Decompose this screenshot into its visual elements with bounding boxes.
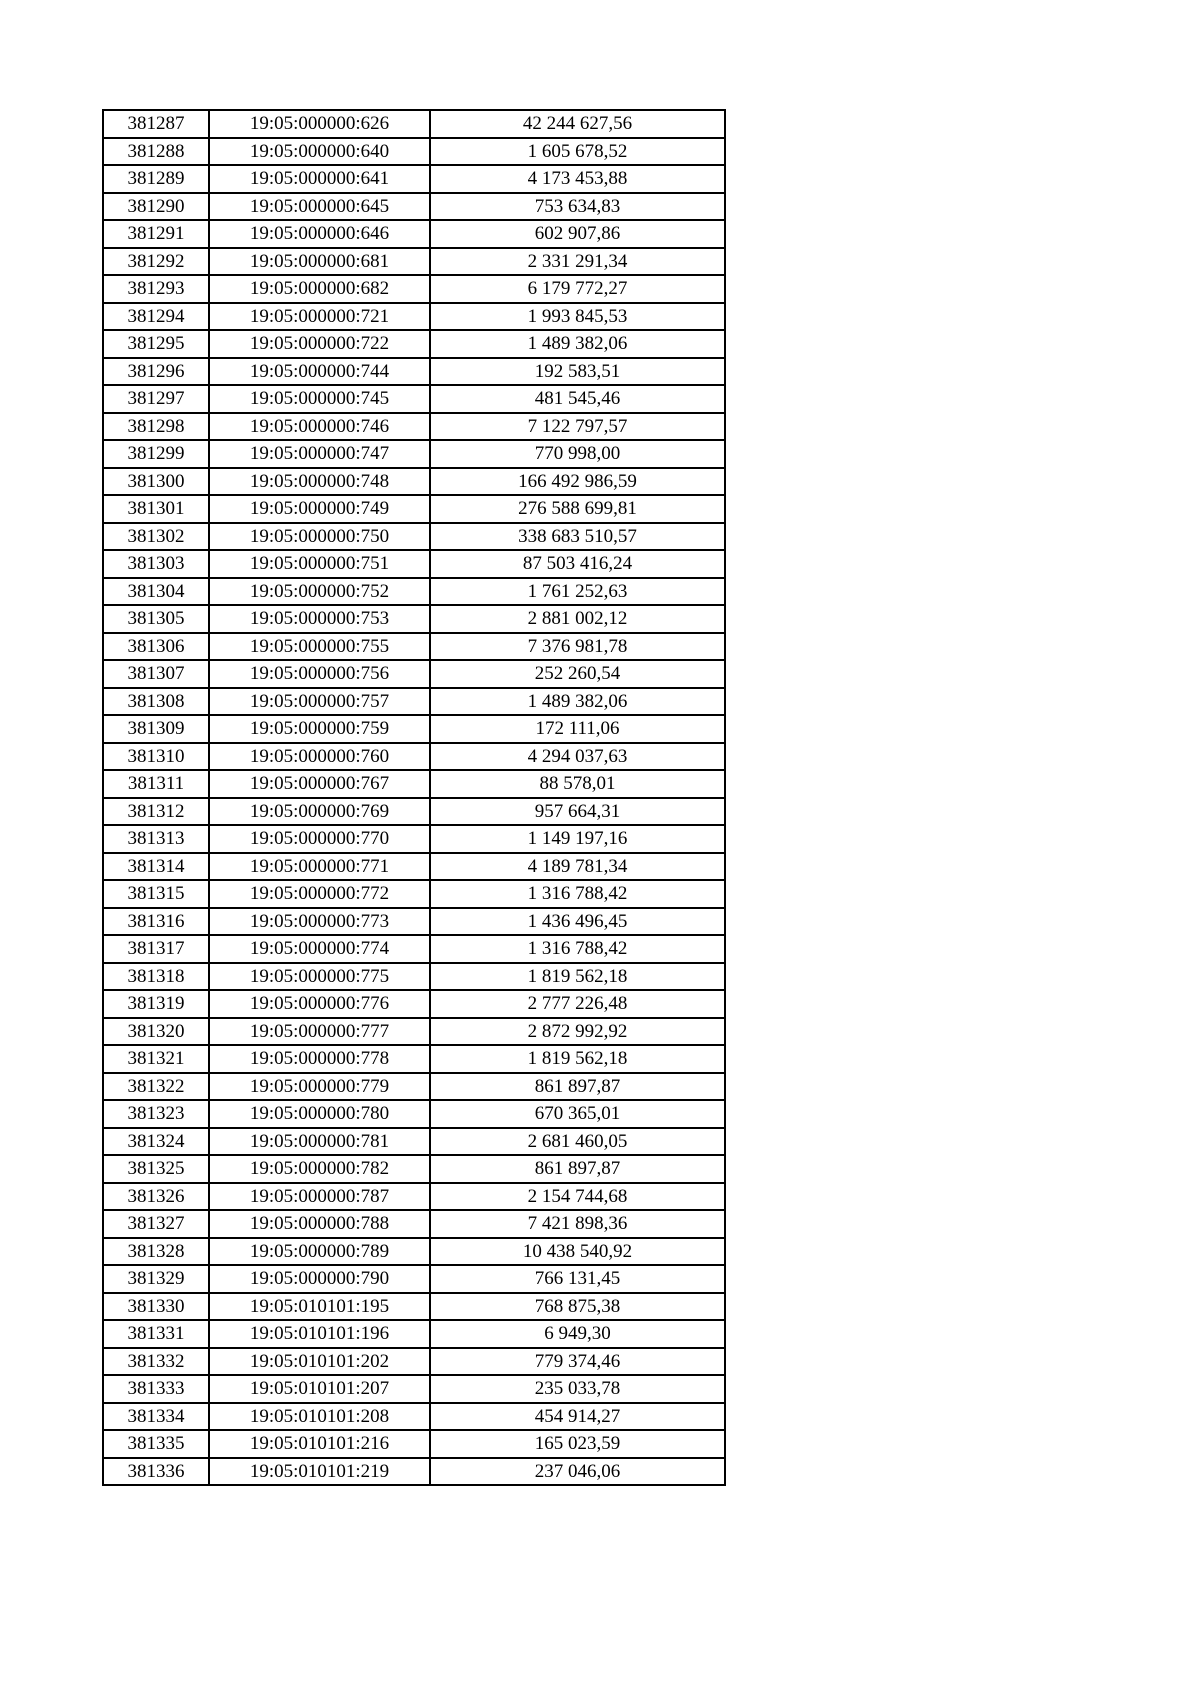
table-row [103,853,725,881]
cadastral-value-cell: 768 875,38 [430,1293,725,1321]
row-number-cell: 381327 [103,1210,209,1238]
row-number-cell: 381307 [103,660,209,688]
row-number-cell: 381300 [103,468,209,496]
row-number-cell: 381313 [103,825,209,853]
row-number-cell: 381316 [103,908,209,936]
table-row [103,275,725,303]
table-row [103,1430,725,1458]
table-row [103,990,725,1018]
row-number-cell: 381299 [103,440,209,468]
cadastral-number-cell: 19:05:000000:751 [209,550,430,578]
row-number-cell: 381308 [103,688,209,716]
cadastral-value-cell: 192 583,51 [430,358,725,386]
row-number-cell: 381324 [103,1128,209,1156]
cadastral-value-cell: 861 897,87 [430,1073,725,1101]
cadastral-value-cell: 235 033,78 [430,1375,725,1403]
cadastral-value-cell: 1 316 788,42 [430,935,725,963]
row-number-cell: 381314 [103,853,209,881]
cadastral-value-cell: 88 578,01 [430,770,725,798]
cadastral-number-cell: 19:05:000000:790 [209,1265,430,1293]
cadastral-value-table [102,109,726,1486]
cadastral-number-cell: 19:05:000000:778 [209,1045,430,1073]
cadastral-value-cell: 861 897,87 [430,1155,725,1183]
cadastral-number-cell: 19:05:000000:759 [209,715,430,743]
table-row [103,715,725,743]
row-number-cell: 381296 [103,358,209,386]
cadastral-value-cell: 1 761 252,63 [430,578,725,606]
table-row [103,1238,725,1266]
table-row [103,1293,725,1321]
row-number-cell: 381309 [103,715,209,743]
row-number-cell: 381288 [103,138,209,166]
table-row [103,468,725,496]
table-row [103,248,725,276]
row-number-cell: 381312 [103,798,209,826]
row-number-cell: 381290 [103,193,209,221]
cadastral-number-cell: 19:05:010101:219 [209,1458,430,1486]
cadastral-number-cell: 19:05:000000:760 [209,743,430,771]
cadastral-value-cell: 481 545,46 [430,385,725,413]
table-row [103,440,725,468]
cadastral-value-cell: 172 111,06 [430,715,725,743]
cadastral-value-cell: 166 492 986,59 [430,468,725,496]
cadastral-number-cell: 19:05:010101:216 [209,1430,430,1458]
cadastral-number-cell: 19:05:000000:682 [209,275,430,303]
row-number-cell: 381328 [103,1238,209,1266]
table-row [103,578,725,606]
cadastral-value-cell: 338 683 510,57 [430,523,725,551]
row-number-cell: 381295 [103,330,209,358]
cadastral-number-cell: 19:05:000000:755 [209,633,430,661]
row-number-cell: 381301 [103,495,209,523]
cadastral-value-cell: 87 503 416,24 [430,550,725,578]
cadastral-number-cell: 19:05:010101:207 [209,1375,430,1403]
cadastral-number-cell: 19:05:000000:775 [209,963,430,991]
table-row [103,880,725,908]
cadastral-number-cell: 19:05:000000:747 [209,440,430,468]
cadastral-value-cell: 454 914,27 [430,1403,725,1431]
table-row [103,633,725,661]
table-row [103,825,725,853]
row-number-cell: 381289 [103,165,209,193]
cadastral-value-cell: 2 872 992,92 [430,1018,725,1046]
cadastral-value-cell: 1 436 496,45 [430,908,725,936]
cadastral-value-cell: 1 316 788,42 [430,880,725,908]
table-row [103,770,725,798]
cadastral-number-cell: 19:05:000000:774 [209,935,430,963]
cadastral-value-cell: 2 154 744,68 [430,1183,725,1211]
cadastral-value-cell: 766 131,45 [430,1265,725,1293]
table-row [103,1320,725,1348]
row-number-cell: 381311 [103,770,209,798]
cadastral-value-cell: 2 777 226,48 [430,990,725,1018]
row-number-cell: 381310 [103,743,209,771]
table-row [103,605,725,633]
row-number-cell: 381292 [103,248,209,276]
cadastral-value-cell: 2 331 291,34 [430,248,725,276]
cadastral-value-cell: 42 244 627,56 [430,110,725,138]
row-number-cell: 381287 [103,110,209,138]
row-number-cell: 381330 [103,1293,209,1321]
cadastral-value-cell: 753 634,83 [430,193,725,221]
row-number-cell: 381335 [103,1430,209,1458]
cadastral-number-cell: 19:05:000000:641 [209,165,430,193]
cadastral-number-cell: 19:05:000000:769 [209,798,430,826]
cadastral-value-cell: 165 023,59 [430,1430,725,1458]
cadastral-value-cell: 6 949,30 [430,1320,725,1348]
row-number-cell: 381320 [103,1018,209,1046]
cadastral-value-cell: 670 365,01 [430,1100,725,1128]
cadastral-number-cell: 19:05:000000:773 [209,908,430,936]
cadastral-value-cell: 4 189 781,34 [430,853,725,881]
cadastral-number-cell: 19:05:000000:757 [209,688,430,716]
cadastral-number-cell: 19:05:000000:626 [209,110,430,138]
table-row [103,908,725,936]
cadastral-number-cell: 19:05:000000:770 [209,825,430,853]
cadastral-value-cell: 276 588 699,81 [430,495,725,523]
table-row [103,688,725,716]
row-number-cell: 381331 [103,1320,209,1348]
cadastral-number-cell: 19:05:000000:721 [209,303,430,331]
row-number-cell: 381334 [103,1403,209,1431]
table-row [103,110,725,138]
cadastral-number-cell: 19:05:000000:767 [209,770,430,798]
row-number-cell: 381321 [103,1045,209,1073]
row-number-cell: 381305 [103,605,209,633]
cadastral-value-cell: 2 681 460,05 [430,1128,725,1156]
table-row [103,413,725,441]
cadastral-value-cell: 252 260,54 [430,660,725,688]
table-body [103,110,725,1485]
cadastral-value-cell: 602 907,86 [430,220,725,248]
table-row [103,550,725,578]
table-row [103,385,725,413]
row-number-cell: 381336 [103,1458,209,1486]
cadastral-number-cell: 19:05:000000:777 [209,1018,430,1046]
row-number-cell: 381294 [103,303,209,331]
table-row [103,220,725,248]
cadastral-value-cell: 957 664,31 [430,798,725,826]
cadastral-value-cell: 1 489 382,06 [430,330,725,358]
cadastral-number-cell: 19:05:000000:781 [209,1128,430,1156]
cadastral-value-cell: 4 173 453,88 [430,165,725,193]
cadastral-value-cell: 4 294 037,63 [430,743,725,771]
cadastral-number-cell: 19:05:000000:771 [209,853,430,881]
row-number-cell: 381329 [103,1265,209,1293]
cadastral-value-cell: 770 998,00 [430,440,725,468]
cadastral-number-cell: 19:05:000000:646 [209,220,430,248]
cadastral-number-cell: 19:05:000000:753 [209,605,430,633]
table-row [103,1458,725,1486]
row-number-cell: 381325 [103,1155,209,1183]
cadastral-number-cell: 19:05:010101:195 [209,1293,430,1321]
row-number-cell: 381291 [103,220,209,248]
cadastral-value-cell: 2 881 002,12 [430,605,725,633]
table-row [103,1403,725,1431]
table-row [103,1045,725,1073]
cadastral-number-cell: 19:05:000000:640 [209,138,430,166]
table-row [103,303,725,331]
row-number-cell: 381304 [103,578,209,606]
cadastral-number-cell: 19:05:010101:208 [209,1403,430,1431]
cadastral-number-cell: 19:05:000000:748 [209,468,430,496]
cadastral-number-cell: 19:05:000000:750 [209,523,430,551]
table-row [103,330,725,358]
row-number-cell: 381306 [103,633,209,661]
row-number-cell: 381298 [103,413,209,441]
row-number-cell: 381293 [103,275,209,303]
cadastral-value-cell: 779 374,46 [430,1348,725,1376]
cadastral-number-cell: 19:05:000000:722 [209,330,430,358]
table-row [103,495,725,523]
table-row [103,798,725,826]
row-number-cell: 381315 [103,880,209,908]
cadastral-value-cell: 6 179 772,27 [430,275,725,303]
row-number-cell: 381332 [103,1348,209,1376]
cadastral-number-cell: 19:05:000000:749 [209,495,430,523]
row-number-cell: 381302 [103,523,209,551]
table-row [103,660,725,688]
table-row [103,1210,725,1238]
cadastral-number-cell: 19:05:000000:756 [209,660,430,688]
table-row [103,1128,725,1156]
row-number-cell: 381319 [103,990,209,1018]
table-row [103,1073,725,1101]
cadastral-value-cell: 237 046,06 [430,1458,725,1486]
cadastral-number-cell: 19:05:000000:779 [209,1073,430,1101]
cadastral-number-cell: 19:05:010101:202 [209,1348,430,1376]
cadastral-number-cell: 19:05:000000:776 [209,990,430,1018]
table-row [103,743,725,771]
cadastral-value-cell: 7 421 898,36 [430,1210,725,1238]
table-row [103,138,725,166]
cadastral-number-cell: 19:05:000000:787 [209,1183,430,1211]
table-row [103,358,725,386]
cadastral-value-cell: 10 438 540,92 [430,1238,725,1266]
table-row [103,1348,725,1376]
row-number-cell: 381317 [103,935,209,963]
cadastral-number-cell: 19:05:000000:788 [209,1210,430,1238]
cadastral-number-cell: 19:05:000000:645 [209,193,430,221]
table-row [103,963,725,991]
cadastral-value-cell: 1 489 382,06 [430,688,725,716]
row-number-cell: 381322 [103,1073,209,1101]
cadastral-value-cell: 7 122 797,57 [430,413,725,441]
row-number-cell: 381333 [103,1375,209,1403]
cadastral-number-cell: 19:05:000000:772 [209,880,430,908]
cadastral-value-cell: 1 149 197,16 [430,825,725,853]
cadastral-number-cell: 19:05:000000:681 [209,248,430,276]
table-row [103,1155,725,1183]
row-number-cell: 381318 [103,963,209,991]
cadastral-value-cell: 1 819 562,18 [430,1045,725,1073]
table-row [103,193,725,221]
cadastral-number-cell: 19:05:000000:782 [209,1155,430,1183]
cadastral-number-cell: 19:05:000000:744 [209,358,430,386]
cadastral-number-cell: 19:05:000000:745 [209,385,430,413]
cadastral-number-cell: 19:05:010101:196 [209,1320,430,1348]
row-number-cell: 381303 [103,550,209,578]
table-row [103,523,725,551]
cadastral-value-cell: 1 605 678,52 [430,138,725,166]
row-number-cell: 381323 [103,1100,209,1128]
row-number-cell: 381297 [103,385,209,413]
table-row [103,1018,725,1046]
cadastral-number-cell: 19:05:000000:780 [209,1100,430,1128]
cadastral-value-cell: 7 376 981,78 [430,633,725,661]
cadastral-number-cell: 19:05:000000:752 [209,578,430,606]
table-row [103,935,725,963]
row-number-cell: 381326 [103,1183,209,1211]
cadastral-number-cell: 19:05:000000:789 [209,1238,430,1266]
table-row [103,1375,725,1403]
table-row [103,1265,725,1293]
cadastral-number-cell: 19:05:000000:746 [209,413,430,441]
table-row [103,165,725,193]
table-row [103,1100,725,1128]
table-row [103,1183,725,1211]
cadastral-value-cell: 1 819 562,18 [430,963,725,991]
cadastral-value-cell: 1 993 845,53 [430,303,725,331]
